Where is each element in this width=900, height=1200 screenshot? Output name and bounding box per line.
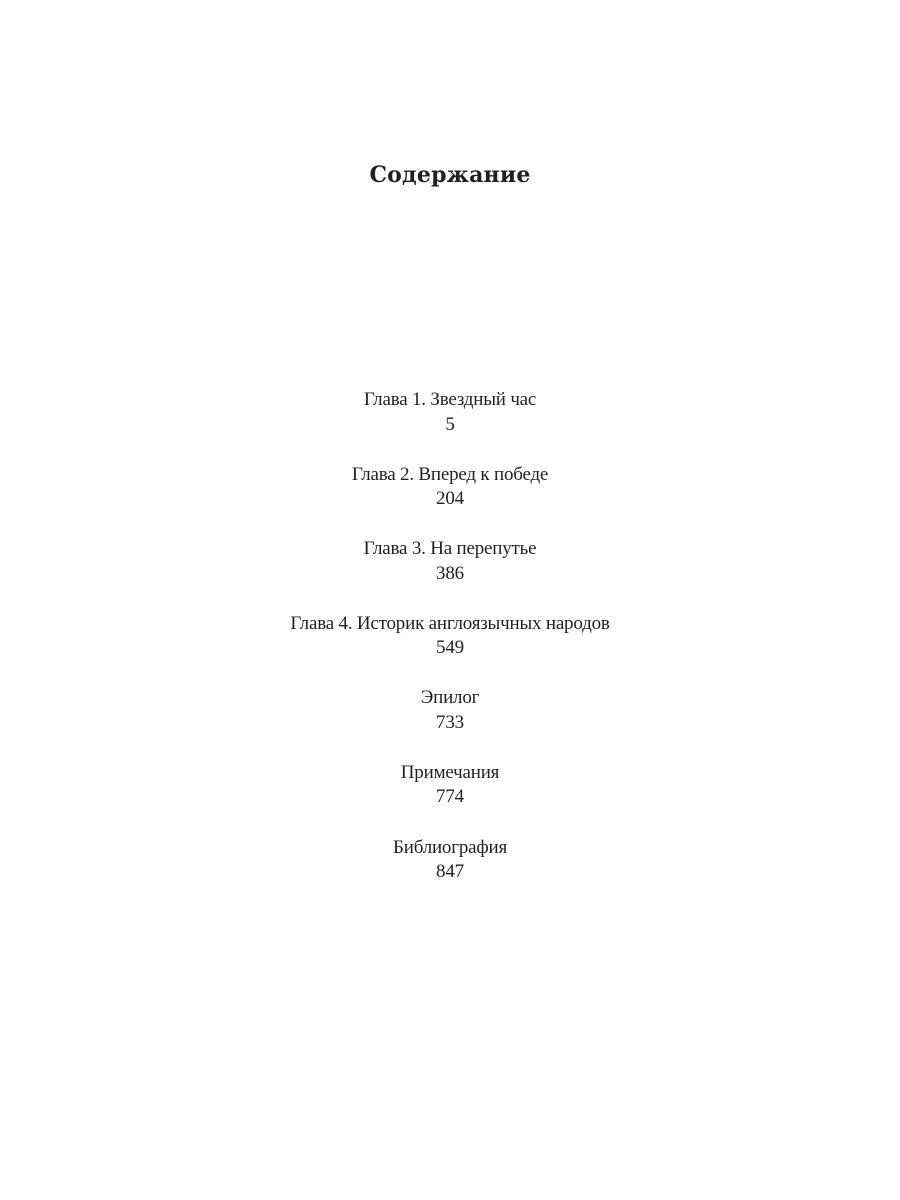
toc-entry-page-number: 733 — [436, 711, 464, 733]
toc-entry-notes — [0, 761, 900, 836]
toc-entry-bibliography — [0, 836, 900, 911]
toc-entry-page-number: 549 — [436, 637, 464, 659]
toc-entry-chapter-2 — [0, 463, 900, 538]
toc-entry-title: Эпилог — [420, 687, 480, 709]
toc-entry-chapter-4 — [0, 612, 900, 687]
toc-entry-page-number: 847 — [436, 861, 464, 883]
toc-entry-epilogue — [0, 686, 900, 761]
toc-entry-page-number: 774 — [436, 786, 464, 808]
toc-entry-chapter-1 — [0, 388, 900, 463]
toc-entry-title: Глава 4. Историк англоязычных народов — [290, 612, 610, 634]
toc-entry-page-number: 5 — [445, 413, 455, 435]
toc-entry-chapter-3 — [0, 537, 900, 612]
toc-entry-page-number: 204 — [436, 488, 464, 510]
toc-entry-title: Библиография — [393, 836, 507, 858]
toc-entry-title: Глава 2. Вперед к победе — [351, 463, 549, 485]
table-of-contents — [0, 388, 900, 910]
toc-entry-page-number: 386 — [436, 562, 464, 584]
toc-entry-title: Примечания — [400, 761, 500, 783]
toc-entry-title: Глава 3. На перепутье — [363, 538, 537, 560]
page-title: Содержание — [369, 162, 531, 188]
toc-entry-title: Глава 1. Звездный час — [363, 389, 537, 410]
